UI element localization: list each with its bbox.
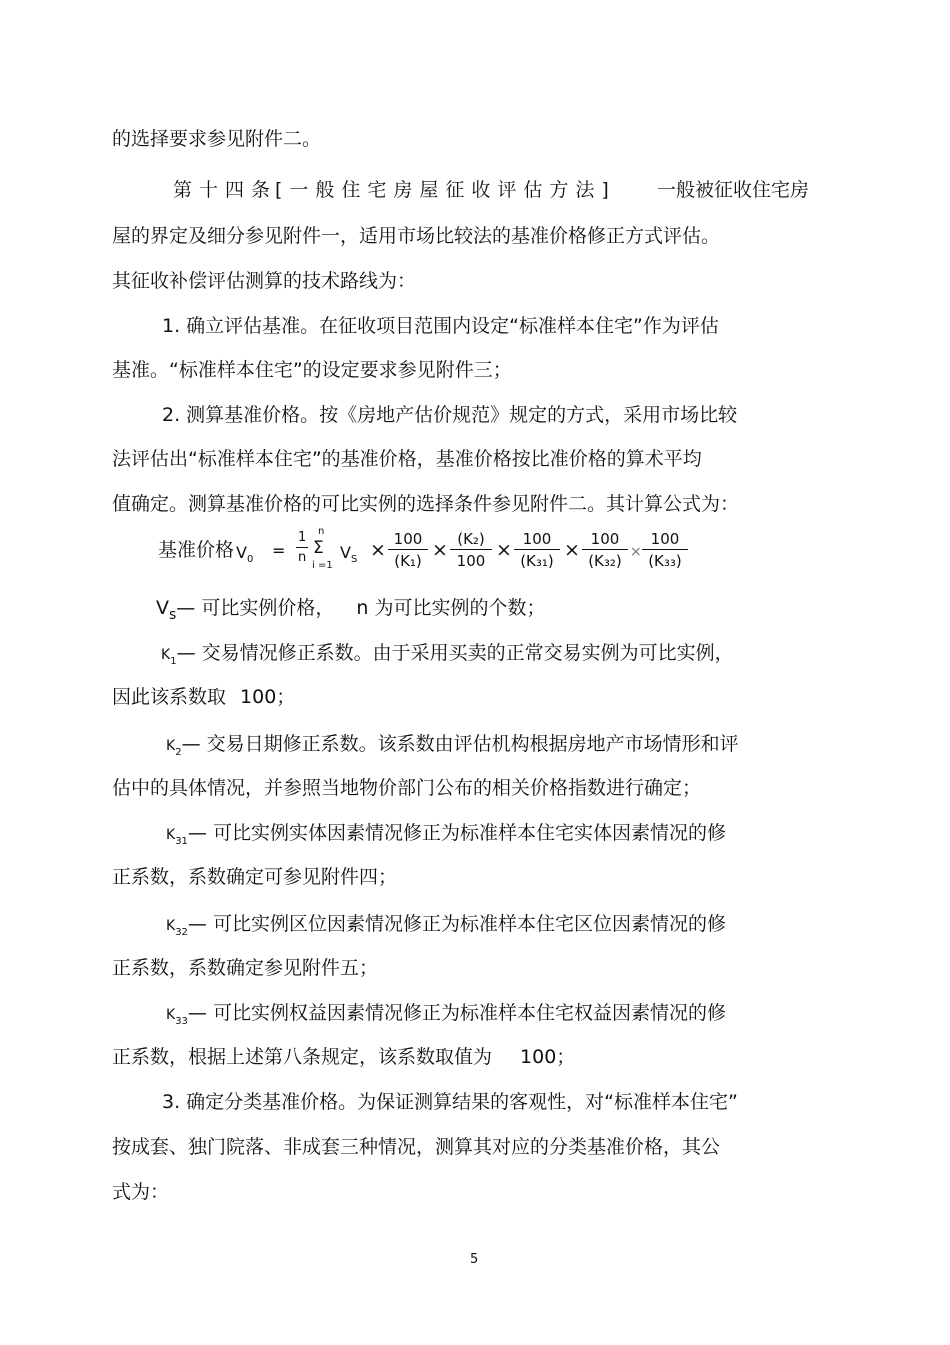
formula-vs-subscript: S xyxy=(350,554,358,566)
article-number: 第十四条 xyxy=(173,179,278,201)
definition-k2-continued: 估中的具体情况，并参照当地物价部门公布的相关价格指数进行确定； xyxy=(112,777,702,799)
definition-text: — 可比实例权益因素情况修正为标准样本住宅权益因素情况的修 xyxy=(187,1002,726,1024)
fraction-denominator: (K₃₂) xyxy=(588,552,622,570)
fraction-numerator: 100 xyxy=(582,530,628,550)
symbol-subscript: 31 xyxy=(175,835,188,847)
formula-vs xyxy=(340,541,357,572)
sum-symbol: Σ xyxy=(313,538,324,558)
symbol-n: n xyxy=(356,597,369,619)
definition-text: — 交易情况修正系数。由于采用买卖的正常交易实例为可比实例， xyxy=(176,642,734,664)
page-number: 5 xyxy=(470,1252,479,1267)
coefficient-value: 100； xyxy=(520,1046,576,1068)
article-heading: [一般住宅房屋征收评估方法] xyxy=(275,179,616,201)
definition-text: — 可比实例区位因素情况修正为标准样本住宅区位因素情况的修 xyxy=(187,913,726,935)
text-line: 基准。“标准样本住宅”的设定要求参见附件三； xyxy=(112,359,512,381)
text-line: 1. 确立评估基准。在征收项目范围内设定“标准样本住宅”作为评估 xyxy=(162,315,719,337)
text-line: 一般被征收住宅房 xyxy=(657,179,810,201)
definition-k2 xyxy=(166,732,739,765)
fraction-k2 xyxy=(450,530,492,570)
symbol-v: V xyxy=(156,597,169,619)
formula-vs-symbol: V xyxy=(340,543,351,562)
multiply-sign: × xyxy=(564,539,580,561)
formula-one: 1 xyxy=(296,530,308,548)
definition-k1-continued xyxy=(112,685,295,709)
symbol-subscript: 2 xyxy=(175,746,182,758)
formula-equals: = xyxy=(272,541,286,560)
coefficient-value: 100； xyxy=(240,686,296,708)
definition-k1 xyxy=(161,641,734,674)
fraction-denominator: (K₁) xyxy=(394,552,422,570)
fraction-k1 xyxy=(388,530,428,570)
fraction-k33 xyxy=(642,530,688,570)
formula-v0-symbol: V xyxy=(236,543,247,562)
definition-text: — 可比实例实体因素情况修正为标准样本住宅实体因素情况的修 xyxy=(187,822,726,844)
symbol-k: K xyxy=(161,647,171,663)
definition-vs xyxy=(156,596,545,627)
definition-k32-continued: 正系数，系数确定参见附件五； xyxy=(112,957,379,979)
text-line: 其征收补偿评估测算的技术路线为： xyxy=(112,270,417,292)
fraction-k31 xyxy=(514,530,560,570)
definition-k31 xyxy=(166,821,726,854)
sum-upper-limit: n xyxy=(318,526,325,537)
symbol-subscript: 33 xyxy=(175,1015,188,1027)
definition-k32 xyxy=(166,912,726,945)
definition-text: 因此该系数取 xyxy=(112,686,227,708)
symbol-k: K xyxy=(166,827,176,843)
sum-lower-limit: i =1 xyxy=(312,560,333,571)
symbol-subscript: s xyxy=(169,606,177,623)
formula-one-over-n xyxy=(296,530,308,566)
multiply-sign: × xyxy=(370,539,386,561)
symbol-k: K xyxy=(166,918,176,934)
fraction-numerator: (K₂) xyxy=(450,530,492,550)
definition-text: — 交易日期修正系数。该系数由评估机构根据房地产市场情形和评 xyxy=(181,733,739,755)
symbol-k: K xyxy=(166,1007,176,1023)
fraction-numerator: 100 xyxy=(388,530,428,550)
fraction-numerator: 100 xyxy=(514,530,560,550)
text-line: 按成套、独门院落、非成套三种情况，测算其对应的分类基准价格，其公 xyxy=(112,1136,721,1158)
text-line: 2. 测算基准价格。按《房地产估价规范》规定的方式，采用市场比较 xyxy=(162,404,738,426)
fraction-denominator: (K₃₁) xyxy=(520,552,554,570)
text-line: 3. 确定分类基准价格。为保证测算结果的客观性，对“标准样本住宅” xyxy=(162,1091,738,1113)
formula-n: n xyxy=(298,550,307,565)
definition-k33 xyxy=(166,1001,726,1034)
symbol-subscript: 32 xyxy=(175,926,188,938)
formula-label: 基准价格 xyxy=(158,539,235,561)
formula-v0 xyxy=(236,541,253,572)
definition-k33-continued xyxy=(112,1045,575,1069)
formula-v0-subscript: 0 xyxy=(246,554,254,566)
text-line: 式为： xyxy=(112,1181,170,1203)
fraction-k32 xyxy=(582,530,628,570)
text-line: 值确定。测算基准价格的可比实例的选择条件参见附件二。其计算公式为： xyxy=(112,493,740,515)
multiply-sign: × xyxy=(432,539,448,561)
text-line: 的选择要求参见附件二。 xyxy=(112,128,322,150)
text-line: 法评估出“标准样本住宅”的基准价格，基准价格按比准价格的算术平均 xyxy=(112,448,702,470)
text-line: 屋的界定及细分参见附件一，适用市场比较法的基准价格修正方式评估。 xyxy=(112,225,721,247)
definition-text: — 可比实例价格， xyxy=(176,597,335,619)
definition-text: 为可比实例的个数； xyxy=(374,597,546,619)
fraction-numerator: 100 xyxy=(642,530,688,550)
symbol-k: K xyxy=(166,738,176,754)
multiply-sign: × xyxy=(630,544,642,560)
fraction-denominator: (K₃₃) xyxy=(648,552,682,570)
multiply-sign: × xyxy=(496,539,512,561)
fraction-denominator: 100 xyxy=(456,552,486,570)
definition-text: 正系数，根据上述第八条规定，该系数取值为 xyxy=(112,1046,493,1068)
symbol-subscript: 1 xyxy=(170,655,177,667)
definition-k31-continued: 正系数，系数确定可参见附件四； xyxy=(112,866,398,888)
